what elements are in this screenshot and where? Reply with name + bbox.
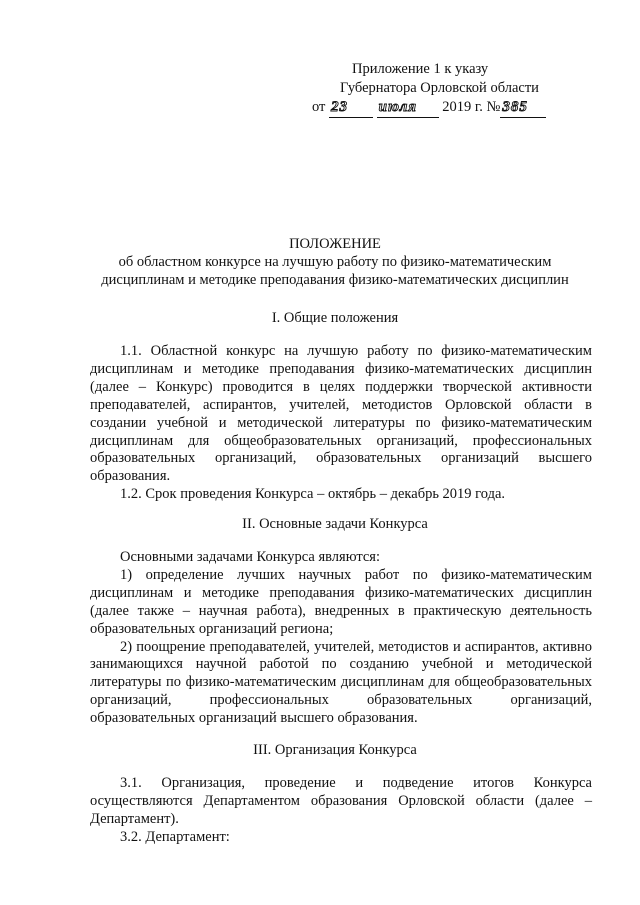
paragraph-2-1: 1) определение лучших научных работ по физико-математическим дисциплинам и методике преподавания физико-математических дисциплин (далее также – научная работа), внедренных в практическую деятельность образовательных организаций региона; xyxy=(90,566,592,637)
section-1-body xyxy=(90,343,592,504)
attachment-date-line xyxy=(312,98,546,118)
attachment-block xyxy=(312,60,546,118)
paragraph-3-2: 3.2. Департамент: xyxy=(120,828,230,845)
paragraph-1-1: 1.1. Областной конкурс на лучшую работу по физико-математическим дисциплинам и методике преподавания физико-математических дисциплин (далее – Конкурс) проводится в целях поддержки творческой активности преподавателей, аспирантов, учителей, методистов Орловской области в создании учебной и методической литературы по физико-математическим дисциплинам для общеобразовательных организаций, профессиональных образовательных организаций, образовательных организаций высшего образования. xyxy=(90,343,592,485)
section-1-heading: I. Общие положения xyxy=(271,310,399,326)
year-text: 2019 г. № xyxy=(442,99,501,115)
paragraph-3-1: 3.1. Организация, проведение и подведение итогов Конкурса осуществляются Департаментом образования Орловской области (далее – Департамент). xyxy=(90,775,592,827)
handwritten-month: июля xyxy=(377,98,439,118)
document-heading: ПОЛОЖЕНИЕ xyxy=(289,236,381,252)
section-2-body xyxy=(90,549,592,728)
section-3-heading: III. Организация Конкурса xyxy=(253,742,417,758)
section-2-heading: II. Основные задачи Конкурса xyxy=(242,516,428,532)
attachment-line-1: Приложение 1 к указу xyxy=(352,61,489,77)
section-3-body xyxy=(90,775,592,847)
handwritten-day: 23 xyxy=(329,98,373,118)
date-prefix: от xyxy=(312,99,326,115)
attachment-line-2: Губернатора Орловской области xyxy=(340,80,539,96)
title-block xyxy=(90,235,580,289)
title-line-2: дисциплинам и методике преподавания физико-математических дисциплин xyxy=(101,272,569,288)
handwritten-number: 385 xyxy=(500,98,546,118)
paragraph-2-intro: Основными задачами Конкурса являются: xyxy=(120,549,381,565)
paragraph-2-2: 2) поощрение преподавателей, учителей, методистов и аспирантов, активно занимающихся научной работой по созданию учебной и методической литературы по физико-математическим дисциплинам для общеобразовательных организаций, профессиональных образовательных организаций, образовательных организаций высшего образования. xyxy=(90,638,592,727)
paragraph-1-2: 1.2. Срок проведения Конкурса – октябрь – декабрь 2019 года. xyxy=(120,486,506,503)
title-line-1: об областном конкурсе на лучшую работу по физико-математическим xyxy=(118,254,552,270)
